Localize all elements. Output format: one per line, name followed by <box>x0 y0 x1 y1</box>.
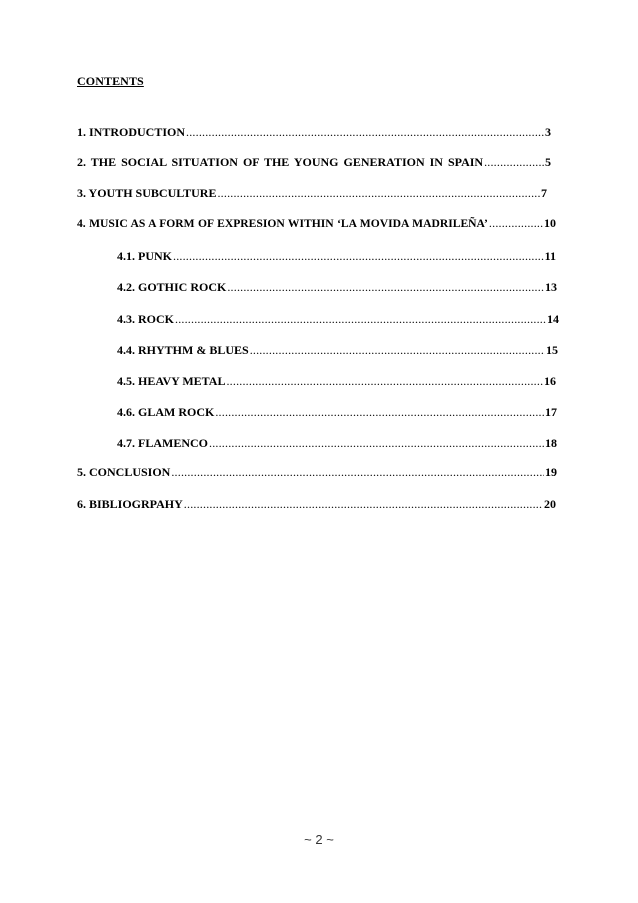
toc-entry-youth-subculture <box>77 186 547 204</box>
toc-entry-page: 3 <box>545 125 551 139</box>
toc-entry-title: 4.4. RHYTHM & BLUES <box>117 343 249 357</box>
toc-leader-dots <box>184 497 543 512</box>
toc-entry-rock <box>117 312 559 330</box>
toc-entry-flamenco <box>117 436 557 454</box>
toc-entry-page: 5 <box>545 155 551 169</box>
toc-entry-bibliography <box>77 497 556 515</box>
toc-leader-dots <box>484 155 544 170</box>
toc-leader-dots <box>175 312 546 327</box>
contents-heading: CONTENTS <box>77 74 144 88</box>
toc-entry-social-situation <box>77 155 551 173</box>
toc-entry-title: 3. YOUTH SUBCULTURE <box>77 186 217 200</box>
toc-entry-title: 4.7. FLAMENCO <box>117 436 208 450</box>
toc-entry-page: 15 <box>546 343 558 357</box>
toc-entry-rhythm-blues <box>117 343 558 361</box>
toc-entry-gothic-rock <box>117 280 557 298</box>
toc-entry-page: 13 <box>545 280 557 294</box>
toc-leader-dots <box>489 216 543 231</box>
toc-entry-page: 16 <box>544 374 556 388</box>
toc-entry-title: 4.1. PUNK <box>117 249 172 263</box>
toc-entry-heavy-metal <box>117 374 556 392</box>
toc-entry-title: 4. MUSIC AS A FORM OF EXPRESION WITHIN ‘LA MOVIDA MADRILEÑA’ <box>77 217 488 230</box>
toc-leader-dots <box>209 436 544 451</box>
toc-leader-dots <box>171 465 544 480</box>
toc-leader-dots <box>250 343 545 358</box>
toc-leader-dots <box>226 374 543 389</box>
toc-entry-punk <box>117 249 556 267</box>
toc-entry-title: 6. BIBLIOGRPAHY <box>77 497 183 511</box>
toc-entry-page: 19 <box>545 465 557 479</box>
toc-entry-page: 7 <box>541 186 547 200</box>
toc-entry-title: 1. INTRODUCTION <box>77 125 186 139</box>
toc-entry-conclusion <box>77 465 557 483</box>
page-number-footer: ~ 2 ~ <box>304 832 334 847</box>
toc-leader-dots <box>186 125 544 140</box>
toc-leader-dots <box>215 405 544 420</box>
toc-entry-page: 18 <box>545 436 557 450</box>
toc-entry-title: 4.6. GLAM ROCK <box>117 405 215 419</box>
toc-entry-page: 10 <box>544 216 556 230</box>
toc-entry-title: 4.2. GOTHIC ROCK <box>117 280 227 294</box>
toc-entry-glam-rock <box>117 405 557 423</box>
toc-entry-title: 4.3. ROCK <box>117 312 174 326</box>
toc-entry-introduction <box>77 125 551 143</box>
toc-entry-title: 2. THE SOCIAL SITUATION OF THE YOUNG GENERATION IN SPAIN <box>77 155 484 169</box>
toc-entry-music-expression <box>77 216 556 234</box>
toc-entry-title: 4.5. HEAVY METAL <box>117 374 226 388</box>
toc-entry-page: 20 <box>544 497 556 511</box>
toc-leader-dots <box>173 249 544 264</box>
toc-leader-dots <box>227 280 544 295</box>
toc-entry-page: 17 <box>545 405 557 419</box>
toc-leader-dots <box>217 186 540 201</box>
toc-entry-page: 11 <box>544 249 556 263</box>
toc-entry-page: 14 <box>547 312 559 326</box>
toc-entry-title: 5. CONCLUSION <box>77 465 171 479</box>
